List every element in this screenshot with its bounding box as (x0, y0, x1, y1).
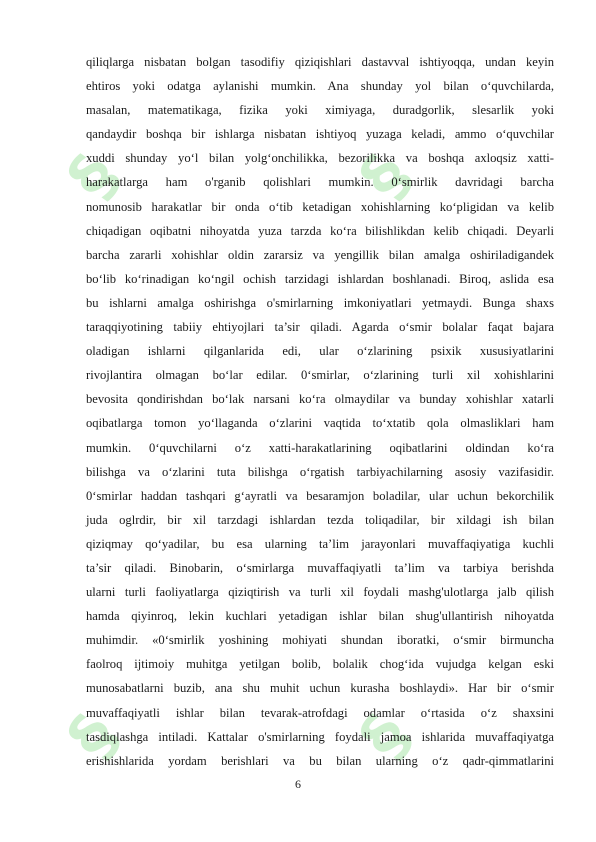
text-line: faolroq ijtimoiy muhitga yetilgan bolib, bolalik chog‘ida vujudga kelgan eski (86, 657, 554, 672)
text-line: qiliqlarga nisbatan bolgan tasodifiy qiziqishlari dastavval ishtiyoqqa, undan keyin (86, 55, 554, 69)
watermark-logo: § (346, 142, 426, 212)
text-line: xuddi shunday yo‘l bilan yolg‘onchilikka, bezorilikka va boshqa axloqsiz xatti- (86, 151, 554, 166)
text-line: bo‘lib ko‘rinadigan ko‘ngil ochish tarzidagi ishlardan boshlanadi. Biroq, aslida esa (86, 271, 554, 286)
text-line: hamda qiyinroq, lekin kuchlari yetadigan ishlar bilan shug'ullantirish nihoyatda (86, 609, 554, 624)
text-line: erishishlarida yordam berishlari va bu bilan ularning o‘z qadr-qimmatlarini (86, 753, 554, 768)
watermark-logo: § (54, 142, 134, 212)
text-line: muhimdir. «0‘smirlik yoshining mohiyati shundan iboratki, o‘smir birmuncha (86, 633, 554, 648)
text-line: rivojlantira olmagan bo‘lar edilar. 0‘smirlar, o‘zlarining turli xil xohishlarini (86, 368, 554, 383)
text-line: oladigan ishlarni qilganlarida edi, ular o‘zlarining psixik xususiyatlarini (86, 344, 554, 359)
text-line: qandaydir boshqa bir ishlarga nisbatan ishtiyoq yuzaga keladi, ammo o‘quvchilar (86, 127, 554, 142)
text-line: chiqadigan oqibatni nihoyatda yuza tarzda ko‘ra bilishlikdan kelib chiqadi. Deyarli (86, 223, 554, 238)
text-line: masalan, matematikaga, fizika yoki ximiyaga, duradgorlik, slesarlik yoki (86, 103, 554, 118)
body-text (86, 50, 554, 773)
text-line: barcha zararli xohishlar oldin zararsiz va yengillik bilan amalga oshiriladigandek (86, 247, 554, 262)
text-line: nomunosib harakatlar bir onda o‘tib ketadigan xohishlarning ko‘pligidan va kelib (86, 199, 554, 214)
text-line: harakatlarga ham o'rganib qolishlari mumkin. 0‘smirlik davridagi barcha (86, 175, 554, 190)
text-line: juda oglrdir, bir xil tarzdagi ishlardan tezda toliqadilar, bir xildagi ish bilan (86, 512, 554, 527)
text-line: taraqqiyotining tabiiy ehtiyojlari ta’sir qiladi. Agarda o‘smir bolalar faqat bajara (86, 320, 554, 335)
text-line: bilishga va o‘zlarini tuta bilishga o‘rgatish tarbiyachilarning asosiy vazifasidir. (86, 464, 554, 479)
text-line: mumkin. 0‘quvchilarni o‘z xatti-harakatlarining oqibatlarini oldindan ko‘ra (86, 440, 554, 455)
text-line: qiziqmay qo‘yadilar, bu esa ularning ta’lim jarayonlari muvaffaqiyatiga kuchli (86, 536, 554, 551)
text-line: ularni turli faoliyatlarga qiziqtirish va turli xil foydali mashg'ulotlarga jalb qilish (86, 585, 554, 600)
text-line: bu ishlarni amalga oshirishga o'smirlarning imkoniyatlari yetmaydi. Bunga shaxs (86, 295, 554, 310)
watermark-logo: § (54, 702, 134, 772)
text-line: bevosita qondirishdan bo‘lak narsani ko‘ra olmaydilar va bunday xohishlar xatarli (86, 392, 554, 407)
text-line: oqibatlarga tomon yo‘llaganda o‘zlarini vaqtida to‘xtatib qola olmasliklari ham (86, 416, 554, 431)
text-line: tasdiqlashga intiladi. Kattalar o'smirlarning foydali jamoa ishlarida muvaffaqiyatga (86, 729, 554, 744)
page-number: 6 (295, 777, 301, 791)
text-line: 0‘smirlar haddan tashqari g‘ayratli va besaramjon boladilar, ular uchun bekorchilik (86, 488, 554, 503)
text-line: muvaffaqiyatli ishlar bilan tevarak-atrofdagi odamlar o‘rtasida o‘z shaxsini (86, 705, 554, 720)
watermark-logo: § (346, 702, 426, 772)
text-line: ta’sir qiladi. Binobarin, o‘smirlarga muvaffaqiyatli ta’lim va tarbiya berishda (86, 560, 554, 575)
text-line: ehtiros yoki odatga aylanishi mumkin. Ana shunday yol bilan o‘quvchilarda, (86, 79, 554, 94)
text-line: munosabatlarni buzib, ana shu muhit uchun kurasha boshlaydi». Har bir o‘smir (86, 681, 554, 696)
